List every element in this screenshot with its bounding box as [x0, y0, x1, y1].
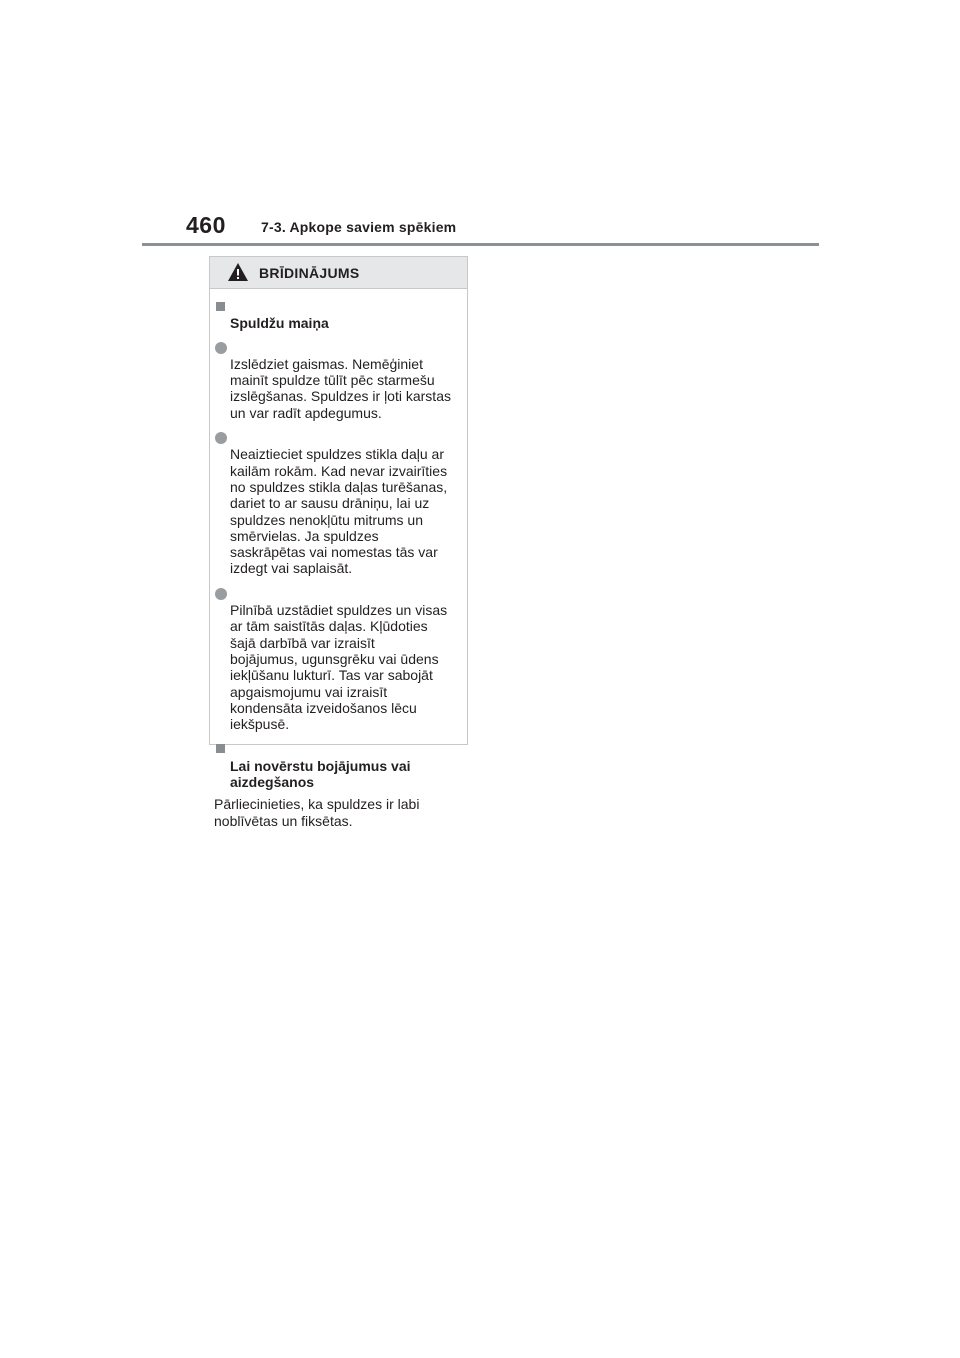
- square-bullet-icon: [216, 302, 225, 311]
- warning-triangle-icon: [227, 262, 249, 282]
- subheading-bulb-replacement: [214, 299, 459, 332]
- list-item-text: Pilnībā uzstādiet spuldzes un visas ar tām saistītās daļas. Kļūdoties šajā darbībā var izraisīt bojājumus, ugunsgrēku vai ūdens iekļūšanu lukturī. Tas var sabojāt apgaismojumu vai izraisīt kondensāta izveidošanos lēcu iekšpusē.: [230, 602, 448, 733]
- round-bullet-icon: [215, 588, 227, 600]
- section-title: 7-3. Apkope saviem spēkiem: [261, 219, 457, 235]
- square-bullet-icon: [216, 744, 225, 753]
- warning-paragraph: Pārliecinieties, ka spuldzes ir labi noblīvētas un fiksētas.: [214, 796, 420, 829]
- subheading-prevent-damage: [214, 741, 459, 790]
- list-item-text: Izslēdziet gaismas. Nemēģiniet mainīt spuldze tūlīt pēc starmešu izslēgšanas. Spuldzes ir ļoti karstas un var radīt apdegumus.: [230, 355, 451, 421]
- subheading-text: Spuldžu maiņa: [230, 315, 329, 332]
- warning-body: [210, 289, 467, 829]
- warning-header: [210, 257, 467, 289]
- warning-box: [209, 256, 468, 829]
- warning-title: BRĪDINĀJUMS: [259, 265, 360, 281]
- subheading-text: Lai novērstu bojājumus vai aizdegšanos: [230, 757, 411, 791]
- header-divider: [142, 243, 819, 246]
- list-item-text: Neaiztieciet spuldzes stikla daļu ar kailām rokām. Kad nevar izvairīties no spuldzes stikla daļas turēšanas, dariet to ar sausu drāniņu, lai uz spuldzes nenokļūtu mitrums un smērvielas. Ja spuldzes saskrāpētas vai nomestas tās var izdegt vai saplaisāt.: [230, 446, 448, 577]
- list-item: [214, 430, 459, 577]
- round-bullet-icon: [215, 342, 227, 354]
- round-bullet-icon: [215, 432, 227, 444]
- list-item: [214, 586, 459, 733]
- page-number: 460: [186, 212, 226, 238]
- list-item: [214, 340, 459, 421]
